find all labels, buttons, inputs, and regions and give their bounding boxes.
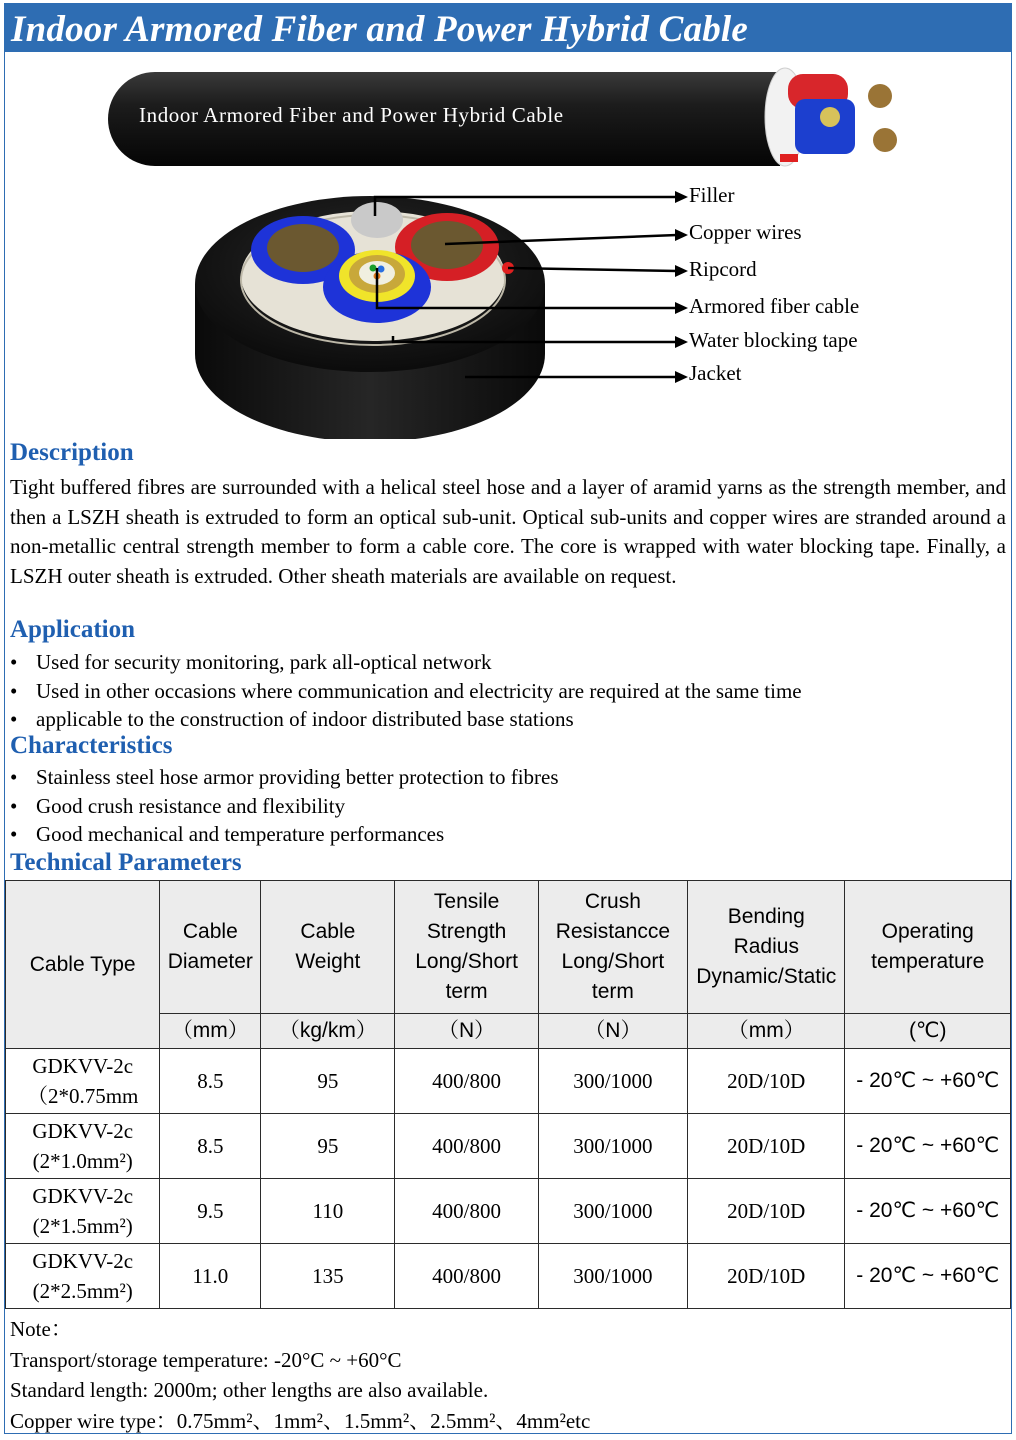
application-heading: Application bbox=[10, 616, 136, 643]
callout-jacket: Jacket bbox=[689, 361, 742, 385]
cell-weight: 135 bbox=[261, 1244, 395, 1309]
callout-filler: Filler bbox=[689, 183, 735, 207]
cell-bending: 20D/10D bbox=[688, 1049, 845, 1114]
cell-cable-type: GDKVV-2c （2*0.75mm bbox=[6, 1049, 160, 1114]
datasheet-page bbox=[4, 3, 1012, 1434]
leader-arrowheads bbox=[675, 191, 688, 383]
long-cable bbox=[108, 68, 897, 166]
list-item: • Good crush resistance and flexibility bbox=[10, 793, 346, 818]
cell-diameter: 8.5 bbox=[160, 1114, 261, 1179]
characteristics-heading: Characteristics bbox=[10, 732, 173, 759]
cable-figure bbox=[5, 54, 1011, 439]
cell-crush: 300/1000 bbox=[538, 1244, 687, 1309]
list-item: • applicable to the construction of indoor distributed base stations bbox=[10, 707, 574, 732]
unit-cell: （N） bbox=[538, 1014, 687, 1049]
table-row bbox=[6, 1179, 1011, 1244]
cable-print: Indoor Armored Fiber and Power Hybrid Cable bbox=[139, 103, 564, 127]
cell-weight: 110 bbox=[261, 1179, 395, 1244]
description-heading: Description bbox=[10, 439, 134, 466]
note-line: Standard length: 2000m; other lengths are also available. bbox=[10, 1378, 489, 1402]
cell-diameter: 8.5 bbox=[160, 1049, 261, 1114]
cell-cable-type: GDKVV-2c (2*1.5mm²) bbox=[6, 1179, 160, 1244]
cell-temperature: - 20℃ ~ +60℃ bbox=[845, 1114, 1011, 1179]
description-text: Tight buffered fibres are surrounded with a helical steel hose and a layer of aramid yarns as the strength member, and then a LSZH sheath is extruded to form an optical sub-unit. Optical sub-units and copper wires are stranded around a non-metallic central strength member to form a cable core. The core is wrapped with water blocking tape. Finally, a LSZH outer sheath is extruded. Other sheath materials are available on request. bbox=[10, 475, 1006, 588]
callout-water-blocking-tape: Water blocking tape bbox=[689, 328, 858, 352]
table-row bbox=[6, 1114, 1011, 1179]
notes-label: Note： bbox=[10, 1317, 72, 1341]
col-header-cable-weight: Cable Weight bbox=[261, 881, 395, 1014]
cell-bending: 20D/10D bbox=[688, 1179, 845, 1244]
notes bbox=[10, 1314, 590, 1434]
table-row bbox=[6, 1244, 1011, 1309]
cell-tensile: 400/800 bbox=[395, 1179, 538, 1244]
unit-cell: (℃) bbox=[845, 1014, 1011, 1049]
cell-cable-type: GDKVV-2c (2*2.5mm²) bbox=[6, 1244, 160, 1309]
note-line: Transport/storage temperature: -20°C ~ +60°C bbox=[10, 1347, 402, 1372]
cell-weight: 95 bbox=[261, 1114, 395, 1179]
unit-cell: （mm） bbox=[688, 1014, 845, 1049]
cell-cable-type: GDKVV-2c (2*1.0mm²) bbox=[6, 1114, 160, 1179]
unit-cell: （mm） bbox=[160, 1014, 261, 1049]
cable-illustration bbox=[5, 54, 1011, 439]
cell-crush: 300/1000 bbox=[538, 1114, 687, 1179]
callout-armored-fiber-cable: Armored fiber cable bbox=[689, 294, 860, 318]
callout-copper-wires: Copper wires bbox=[689, 220, 802, 244]
cell-tensile: 400/800 bbox=[395, 1244, 538, 1309]
note-line: Copper wire type：0.75mm²、1mm²、1.5mm²、2.5mm²、4mm²etc bbox=[10, 1408, 591, 1433]
page-title: Indoor Armored Fiber and Power Hybrid Cable bbox=[11, 9, 749, 50]
col-header-bending-radius: Bending Radius Dynamic/Static bbox=[688, 881, 845, 1014]
table-row bbox=[6, 1049, 1011, 1114]
cell-bending: 20D/10D bbox=[688, 1244, 845, 1309]
list-item: • Stainless steel hose armor providing better protection to fibres bbox=[10, 765, 559, 789]
cell-diameter: 9.5 bbox=[160, 1179, 261, 1244]
cell-crush: 300/1000 bbox=[538, 1049, 687, 1114]
list-item: • Good mechanical and temperature performances bbox=[10, 822, 445, 847]
cell-weight: 95 bbox=[261, 1049, 395, 1114]
cell-bending: 20D/10D bbox=[688, 1114, 845, 1179]
technical-parameters-table bbox=[5, 880, 1011, 1309]
col-header-tensile-strength: Tensile Strength Long/Short term bbox=[395, 881, 538, 1014]
cell-temperature: - 20℃ ~ +60℃ bbox=[845, 1179, 1011, 1244]
title-bar bbox=[5, 4, 1011, 52]
cross-section bbox=[195, 196, 545, 439]
cell-diameter: 11.0 bbox=[160, 1244, 261, 1309]
list-item: • Used for security monitoring, park all-optical network bbox=[10, 650, 492, 674]
callout-ripcord: Ripcord bbox=[689, 257, 757, 281]
unit-cell: （kg/km） bbox=[261, 1014, 395, 1049]
application-list bbox=[10, 648, 802, 734]
col-header-operating-temperature: Operating temperature bbox=[845, 881, 1011, 1014]
cell-temperature: - 20℃ ~ +60℃ bbox=[845, 1244, 1011, 1309]
col-header-cable-type: Cable Type bbox=[6, 881, 160, 1049]
list-item: • Used in other occasions where communication and electricity are required at the same time bbox=[10, 678, 802, 703]
cell-crush: 300/1000 bbox=[538, 1179, 687, 1244]
unit-cell: （N） bbox=[395, 1014, 538, 1049]
cell-tensile: 400/800 bbox=[395, 1114, 538, 1179]
technical-parameters-heading: Technical Parameters bbox=[10, 849, 242, 876]
characteristics-list bbox=[10, 763, 559, 849]
cell-temperature: - 20℃ ~ +60℃ bbox=[845, 1049, 1011, 1114]
cell-tensile: 400/800 bbox=[395, 1049, 538, 1114]
col-header-crush-resistance: Crush Resistancce Long/Short term bbox=[538, 881, 687, 1014]
col-header-cable-diameter: Cable Diameter bbox=[160, 881, 261, 1014]
